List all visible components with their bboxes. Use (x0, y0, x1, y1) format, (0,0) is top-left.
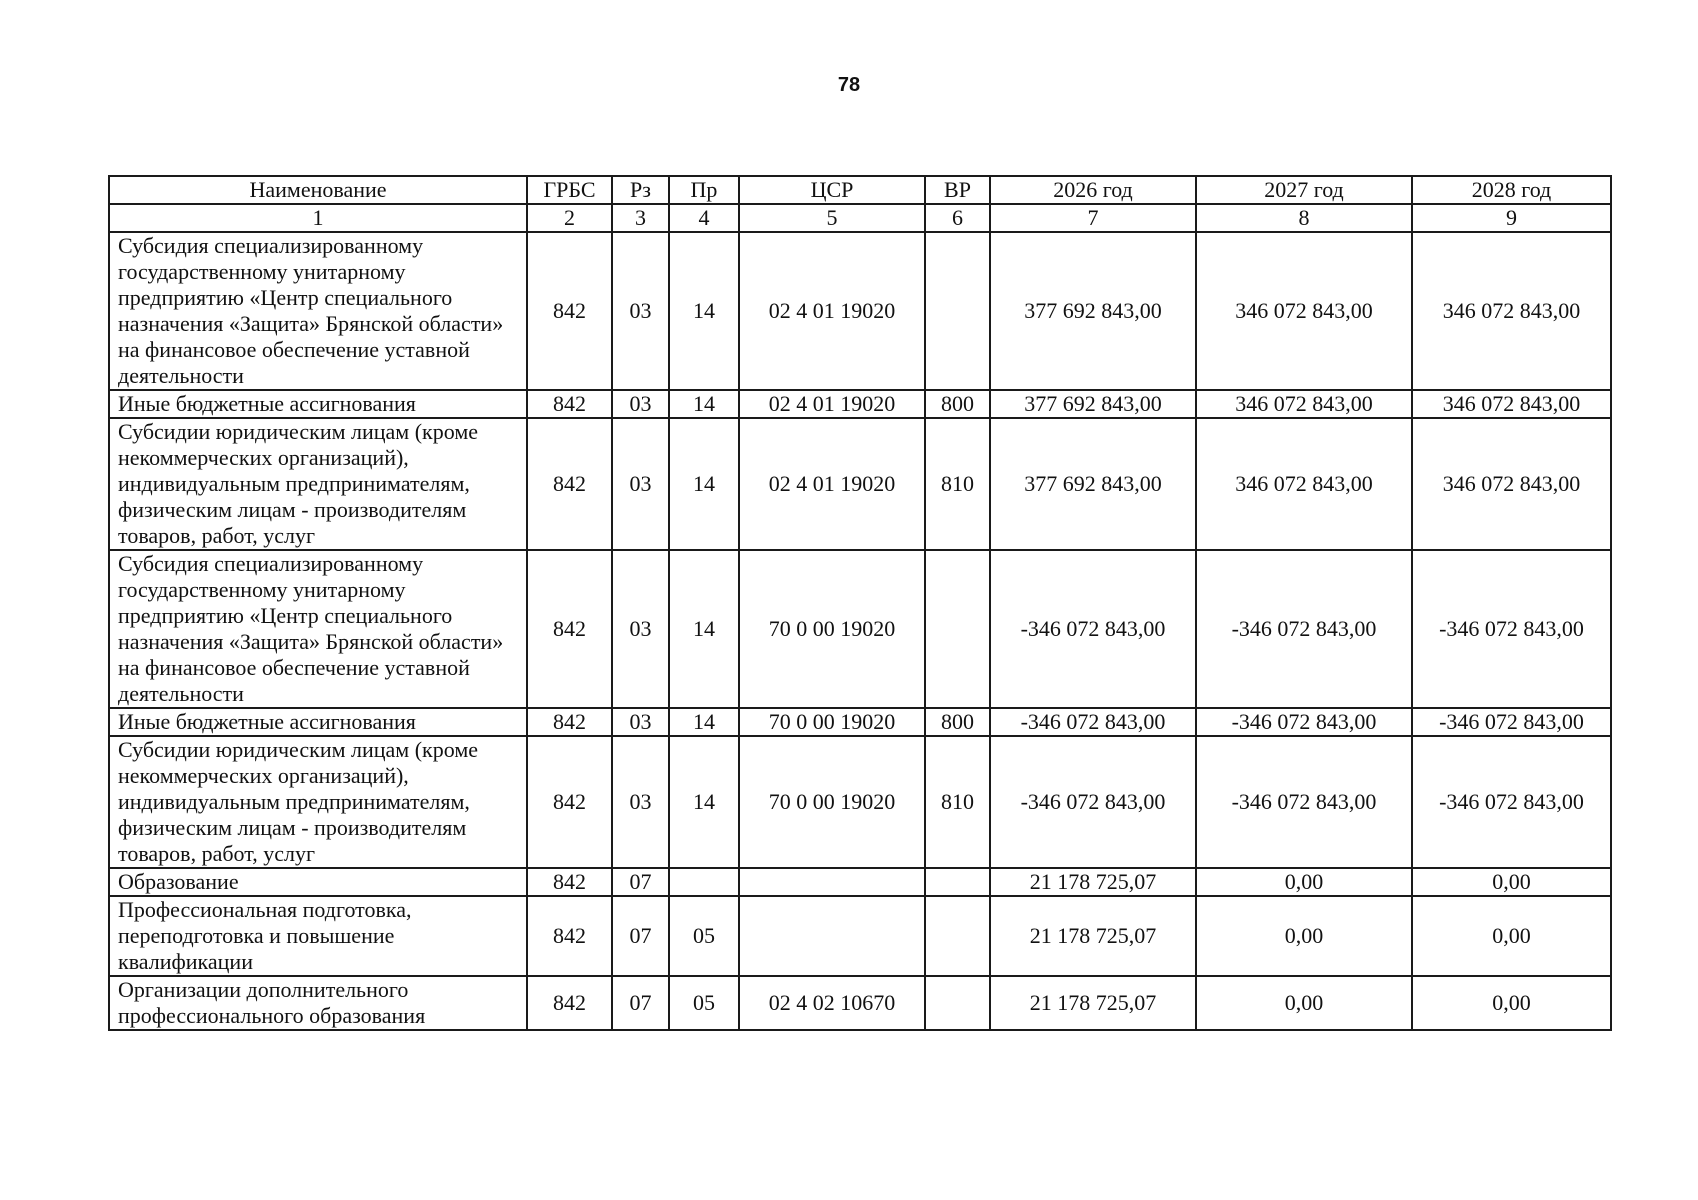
csr-cell: 02 4 02 10670 (739, 976, 925, 1030)
header-vr: ВР (925, 176, 990, 204)
amount-2026-cell: -346 072 843,00 (990, 550, 1196, 708)
table-row (109, 708, 1611, 736)
rz-cell: 03 (612, 418, 669, 550)
pr-cell: 05 (669, 896, 739, 976)
column-number: 8 (1196, 204, 1412, 232)
header-grbs: ГРБС (527, 176, 612, 204)
column-number-row (109, 204, 1611, 232)
amount-2028-cell: 346 072 843,00 (1412, 390, 1611, 418)
vr-cell: 800 (925, 708, 990, 736)
header-pr: Пр (669, 176, 739, 204)
pr-cell: 05 (669, 976, 739, 1030)
vr-cell (925, 896, 990, 976)
csr-cell: 02 4 01 19020 (739, 232, 925, 390)
rz-cell: 03 (612, 232, 669, 390)
header-row (109, 176, 1611, 204)
vr-cell: 800 (925, 390, 990, 418)
amount-2028-cell: 346 072 843,00 (1412, 418, 1611, 550)
name-cell: Профессиональная подготовка, переподготовка и повышение квалификации (109, 896, 527, 976)
table-row (109, 418, 1611, 550)
grbs-cell: 842 (527, 390, 612, 418)
amount-2027-cell: 0,00 (1196, 896, 1412, 976)
csr-cell (739, 896, 925, 976)
grbs-cell: 842 (527, 550, 612, 708)
column-number: 9 (1412, 204, 1611, 232)
grbs-cell: 842 (527, 418, 612, 550)
vr-cell (925, 976, 990, 1030)
amount-2026-cell: -346 072 843,00 (990, 736, 1196, 868)
vr-cell: 810 (925, 418, 990, 550)
vr-cell (925, 232, 990, 390)
table-row (109, 868, 1611, 896)
pr-cell: 14 (669, 232, 739, 390)
grbs-cell: 842 (527, 896, 612, 976)
amount-2028-cell: 0,00 (1412, 976, 1611, 1030)
amount-2027-cell: 0,00 (1196, 976, 1412, 1030)
column-number: 5 (739, 204, 925, 232)
rz-cell: 03 (612, 708, 669, 736)
amount-2028-cell: -346 072 843,00 (1412, 708, 1611, 736)
rz-cell: 03 (612, 390, 669, 418)
csr-cell: 70 0 00 19020 (739, 708, 925, 736)
pr-cell: 14 (669, 550, 739, 708)
amount-2026-cell: 21 178 725,07 (990, 976, 1196, 1030)
rz-cell: 07 (612, 868, 669, 896)
table-row (109, 550, 1611, 708)
page-number: 78 (837, 74, 861, 96)
grbs-cell: 842 (527, 976, 612, 1030)
amount-2027-cell: -346 072 843,00 (1196, 708, 1412, 736)
csr-cell: 70 0 00 19020 (739, 736, 925, 868)
budget-table (108, 175, 1612, 1031)
column-number: 3 (612, 204, 669, 232)
amount-2028-cell: 0,00 (1412, 868, 1611, 896)
amount-2027-cell: -346 072 843,00 (1196, 736, 1412, 868)
name-cell: Иные бюджетные ассигнования (109, 390, 527, 418)
vr-cell (925, 868, 990, 896)
column-number: 7 (990, 204, 1196, 232)
pr-cell: 14 (669, 736, 739, 868)
header-name: Наименование (109, 176, 527, 204)
amount-2026-cell: 377 692 843,00 (990, 232, 1196, 390)
column-number: 6 (925, 204, 990, 232)
column-number: 1 (109, 204, 527, 232)
amount-2028-cell: -346 072 843,00 (1412, 550, 1611, 708)
amount-2027-cell: 346 072 843,00 (1196, 418, 1412, 550)
header-rz: Рз (612, 176, 669, 204)
name-cell: Организации дополнительного профессионального образования (109, 976, 527, 1030)
column-number: 2 (527, 204, 612, 232)
amount-2028-cell: 346 072 843,00 (1412, 232, 1611, 390)
amount-2026-cell: 377 692 843,00 (990, 390, 1196, 418)
pr-cell (669, 868, 739, 896)
rz-cell: 07 (612, 976, 669, 1030)
csr-cell: 02 4 01 19020 (739, 418, 925, 550)
rz-cell: 03 (612, 736, 669, 868)
name-cell: Субсидия специализированному государственному унитарному предприятию «Центр специального назначения «Защита» Брянской области» на финансовое обеспечение уставной деятельности (109, 550, 527, 708)
table-row (109, 976, 1611, 1030)
pr-cell: 14 (669, 418, 739, 550)
name-cell: Субсидия специализированному государственному унитарному предприятию «Центр специального назначения «Защита» Брянской области» на финансовое обеспечение уставной деятельности (109, 232, 527, 390)
amount-2026-cell: 21 178 725,07 (990, 868, 1196, 896)
header-2026: 2026 год (990, 176, 1196, 204)
header-2027: 2027 год (1196, 176, 1412, 204)
amount-2028-cell: 0,00 (1412, 896, 1611, 976)
grbs-cell: 842 (527, 232, 612, 390)
column-number: 4 (669, 204, 739, 232)
pr-cell: 14 (669, 708, 739, 736)
header-csr: ЦСР (739, 176, 925, 204)
amount-2026-cell: -346 072 843,00 (990, 708, 1196, 736)
table-row (109, 896, 1611, 976)
amount-2028-cell: -346 072 843,00 (1412, 736, 1611, 868)
amount-2026-cell: 377 692 843,00 (990, 418, 1196, 550)
grbs-cell: 842 (527, 868, 612, 896)
rz-cell: 07 (612, 896, 669, 976)
amount-2027-cell: 346 072 843,00 (1196, 232, 1412, 390)
name-cell: Образование (109, 868, 527, 896)
table-row (109, 736, 1611, 868)
table-row (109, 390, 1611, 418)
amount-2027-cell: -346 072 843,00 (1196, 550, 1412, 708)
name-cell: Субсидии юридическим лицам (кроме некоммерческих организаций), индивидуальным предпринимателям, физическим лицам - производителям товаров, работ, услуг (109, 736, 527, 868)
grbs-cell: 842 (527, 736, 612, 868)
table-row (109, 232, 1611, 390)
pr-cell: 14 (669, 390, 739, 418)
amount-2026-cell: 21 178 725,07 (990, 896, 1196, 976)
csr-cell: 70 0 00 19020 (739, 550, 925, 708)
amount-2027-cell: 0,00 (1196, 868, 1412, 896)
csr-cell (739, 868, 925, 896)
grbs-cell: 842 (527, 708, 612, 736)
vr-cell (925, 550, 990, 708)
name-cell: Субсидии юридическим лицам (кроме некоммерческих организаций), индивидуальным предпринимателям, физическим лицам - производителям товаров, работ, услуг (109, 418, 527, 550)
amount-2027-cell: 346 072 843,00 (1196, 390, 1412, 418)
name-cell: Иные бюджетные ассигнования (109, 708, 527, 736)
rz-cell: 03 (612, 550, 669, 708)
csr-cell: 02 4 01 19020 (739, 390, 925, 418)
header-2028: 2028 год (1412, 176, 1611, 204)
vr-cell: 810 (925, 736, 990, 868)
